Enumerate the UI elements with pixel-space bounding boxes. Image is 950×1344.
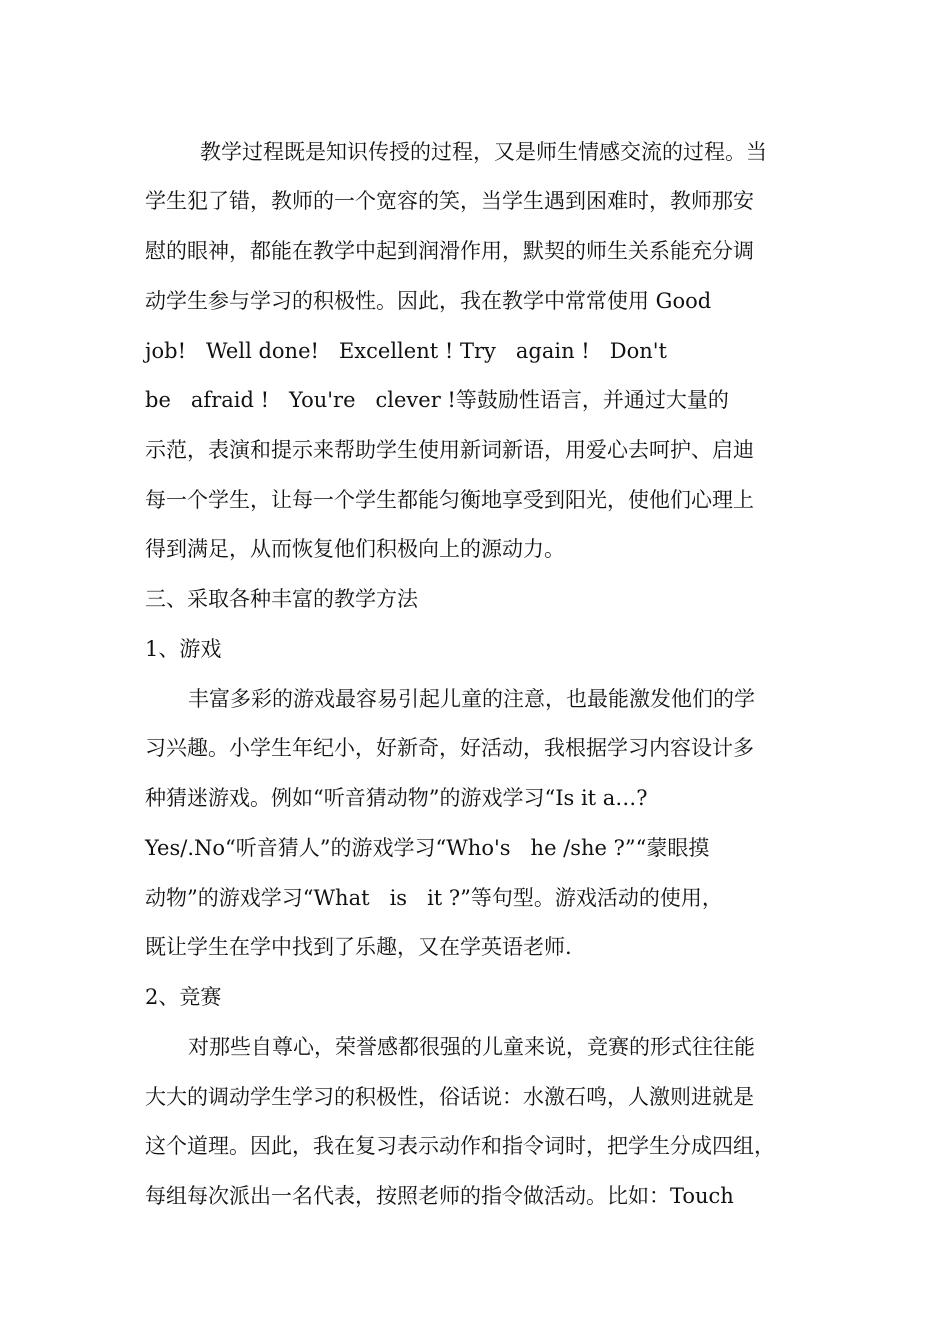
- subheading-competition: 2、竞赛: [145, 985, 222, 1009]
- text-line-1: 教学过程既是知识传授的过程，又是师生情感交流的过程。当: [200, 140, 767, 164]
- text-line-6: be afraid ! You're clever !等鼓励性语言，并通过大量的: [145, 388, 729, 412]
- subheading-games: 1、游戏: [145, 637, 222, 661]
- text-line-9: 得到满足，从而恢复他们积极向上的源动力。: [145, 537, 565, 561]
- text-line-21: 这个道理。因此，我在复习表示动作和指令词时，把学生分成四组，: [145, 1134, 775, 1158]
- text-line-12: 丰富多彩的游戏最容易引起儿童的注意，也最能激发他们的学: [188, 687, 755, 711]
- text-line-5: job! Well done! Excellent ! Try again ! Don't: [145, 339, 667, 363]
- text-line-22: 每组每次派出一名代表，按照老师的指令做活动。比如：Touch: [145, 1184, 734, 1208]
- text-line-15: Yes/.No“听音猜人”的游戏学习“Who's he /she ?”“蒙眼摸: [145, 836, 710, 860]
- text-line-16: 动物”的游戏学习“What is it ?”等句型。游戏活动的使用，: [145, 886, 723, 910]
- text-line-3: 慰的眼神，都能在教学中起到润滑作用，默契的师生关系能充分调: [145, 239, 754, 263]
- text-line-17: 既让学生在学中找到了乐趣，又在学英语老师.: [145, 935, 572, 959]
- text-line-8: 每一个学生，让每一个学生都能匀衡地享受到阳光，使他们心理上: [145, 488, 754, 512]
- text-line-13: 习兴趣。小学生年纪小，好新奇，好活动，我根据学习内容设计多: [145, 736, 754, 760]
- text-line-20: 大大的调动学生学习的积极性，俗话说：水激石鸣，人激则进就是: [145, 1085, 754, 1109]
- text-line-14: 种猜迷游戏。例如“听音猜动物”的游戏学习“Is it a…?: [145, 786, 648, 810]
- text-line-19: 对那些自尊心，荣誉感都很强的儿童来说，竞赛的形式往往能: [188, 1035, 755, 1059]
- text-line-7: 示范，表演和提示来帮助学生使用新词新语，用爱心去呵护、启迪: [145, 438, 754, 462]
- section-heading: 三、采取各种丰富的教学方法: [145, 587, 418, 611]
- text-line-2: 学生犯了错，教师的一个宽容的笑，当学生遇到困难时，教师那安: [145, 189, 754, 213]
- text-line-4: 动学生参与学习的积极性。因此，我在教学中常常使用 Good: [145, 289, 712, 313]
